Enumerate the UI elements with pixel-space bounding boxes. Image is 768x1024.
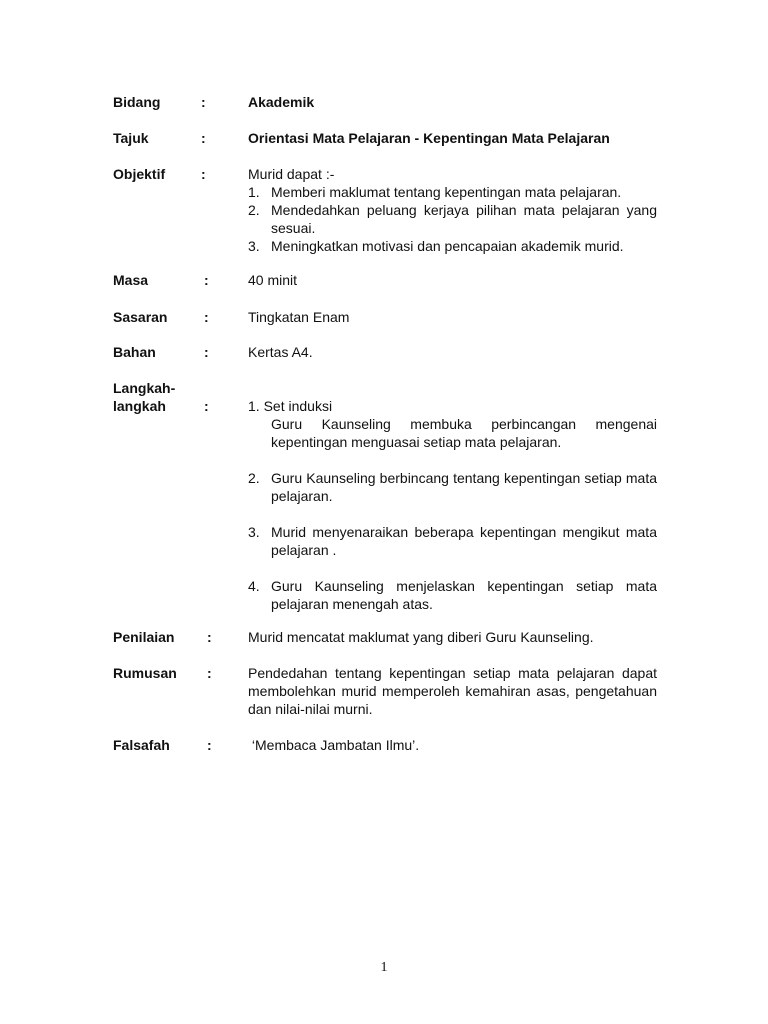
colon: :: [201, 166, 206, 182]
step-number: 2.: [248, 470, 260, 486]
step-text: Murid menyenaraikan beberapa kepentingan mengikut mata pelajaran .: [271, 524, 657, 558]
label-tajuk: Tajuk: [113, 130, 149, 146]
colon: :: [204, 344, 209, 360]
label-objektif: Objektif: [113, 166, 166, 182]
colon: :: [204, 272, 209, 288]
step-title: Set induksi: [259, 398, 333, 414]
step-number: 1.: [248, 398, 260, 414]
value-bahan: Kertas A4.: [248, 344, 313, 360]
step-text: Guru Kaunseling berbincang tentang kepentingan setiap mata pelajaran.: [271, 470, 657, 504]
value-bidang: Akademik: [248, 94, 315, 110]
colon: :: [204, 309, 209, 325]
colon: :: [207, 629, 212, 645]
value-objektif: [248, 165, 657, 255]
step-text: Guru Kaunseling membuka perbincangan mengenai kepentingan menguasai setiap mata pelajaran.: [271, 416, 657, 450]
step-text: Guru Kaunseling menjelaskan kepentingan setiap mata pelajaran menengah atas.: [271, 578, 657, 612]
colon: :: [207, 665, 212, 681]
colon: :: [207, 737, 212, 753]
label-masa: Masa: [113, 272, 149, 288]
objektif-intro: Murid dapat :-: [248, 166, 335, 182]
label-sasaran: Sasaran: [113, 309, 168, 325]
item-text: Meningkatkan motivasi dan pencapaian akademik murid.: [271, 238, 624, 254]
label-langkah: [113, 379, 175, 415]
label-falsafah: Falsafah: [113, 737, 170, 753]
label-langkah-line1: Langkah-: [113, 380, 176, 396]
label-penilaian: Penilaian: [113, 629, 175, 645]
label-bahan: Bahan: [113, 344, 156, 360]
objektif-item: [248, 183, 657, 201]
step-number: 4.: [248, 578, 260, 594]
colon: :: [204, 398, 209, 414]
value-langkah: [248, 397, 657, 613]
step-number: 3.: [248, 524, 260, 540]
langkah-step: [248, 397, 657, 451]
objektif-item: [248, 237, 657, 255]
value-sasaran: Tingkatan Enam: [248, 309, 350, 325]
item-number: 3.: [248, 238, 260, 254]
value-masa: 40 minit: [248, 272, 298, 288]
colon: :: [201, 94, 206, 110]
label-bidang: Bidang: [113, 94, 161, 110]
objektif-item: [248, 201, 657, 237]
langkah-step: [248, 577, 657, 613]
item-number: 1.: [248, 184, 260, 200]
value-penilaian: Murid mencatat maklumat yang diberi Guru Kaunseling.: [248, 629, 594, 645]
langkah-step: [248, 469, 657, 505]
item-text: Mendedahkan peluang kerjaya pilihan mata pelajaran yang sesuai.: [271, 202, 657, 236]
page-number: 1: [380, 960, 388, 975]
value-rumusan: Pendedahan tentang kepentingan setiap mata pelajaran dapat membolehkan murid memperoleh kemahiran asas, pengetahuan dan nilai-nilai murni.: [248, 665, 657, 717]
label-rumusan: Rumusan: [113, 665, 177, 681]
langkah-step: [248, 523, 657, 559]
label-langkah-line2: langkah: [113, 398, 166, 414]
value-falsafah: ‘Membaca Jambatan Ilmu’.: [248, 737, 420, 753]
item-number: 2.: [248, 202, 260, 218]
value-tajuk: Orientasi Mata Pelajaran - Kepentingan Mata Pelajaran: [248, 130, 610, 146]
item-text: Memberi maklumat tentang kepentingan mata pelajaran.: [271, 184, 622, 200]
colon: :: [201, 130, 206, 146]
